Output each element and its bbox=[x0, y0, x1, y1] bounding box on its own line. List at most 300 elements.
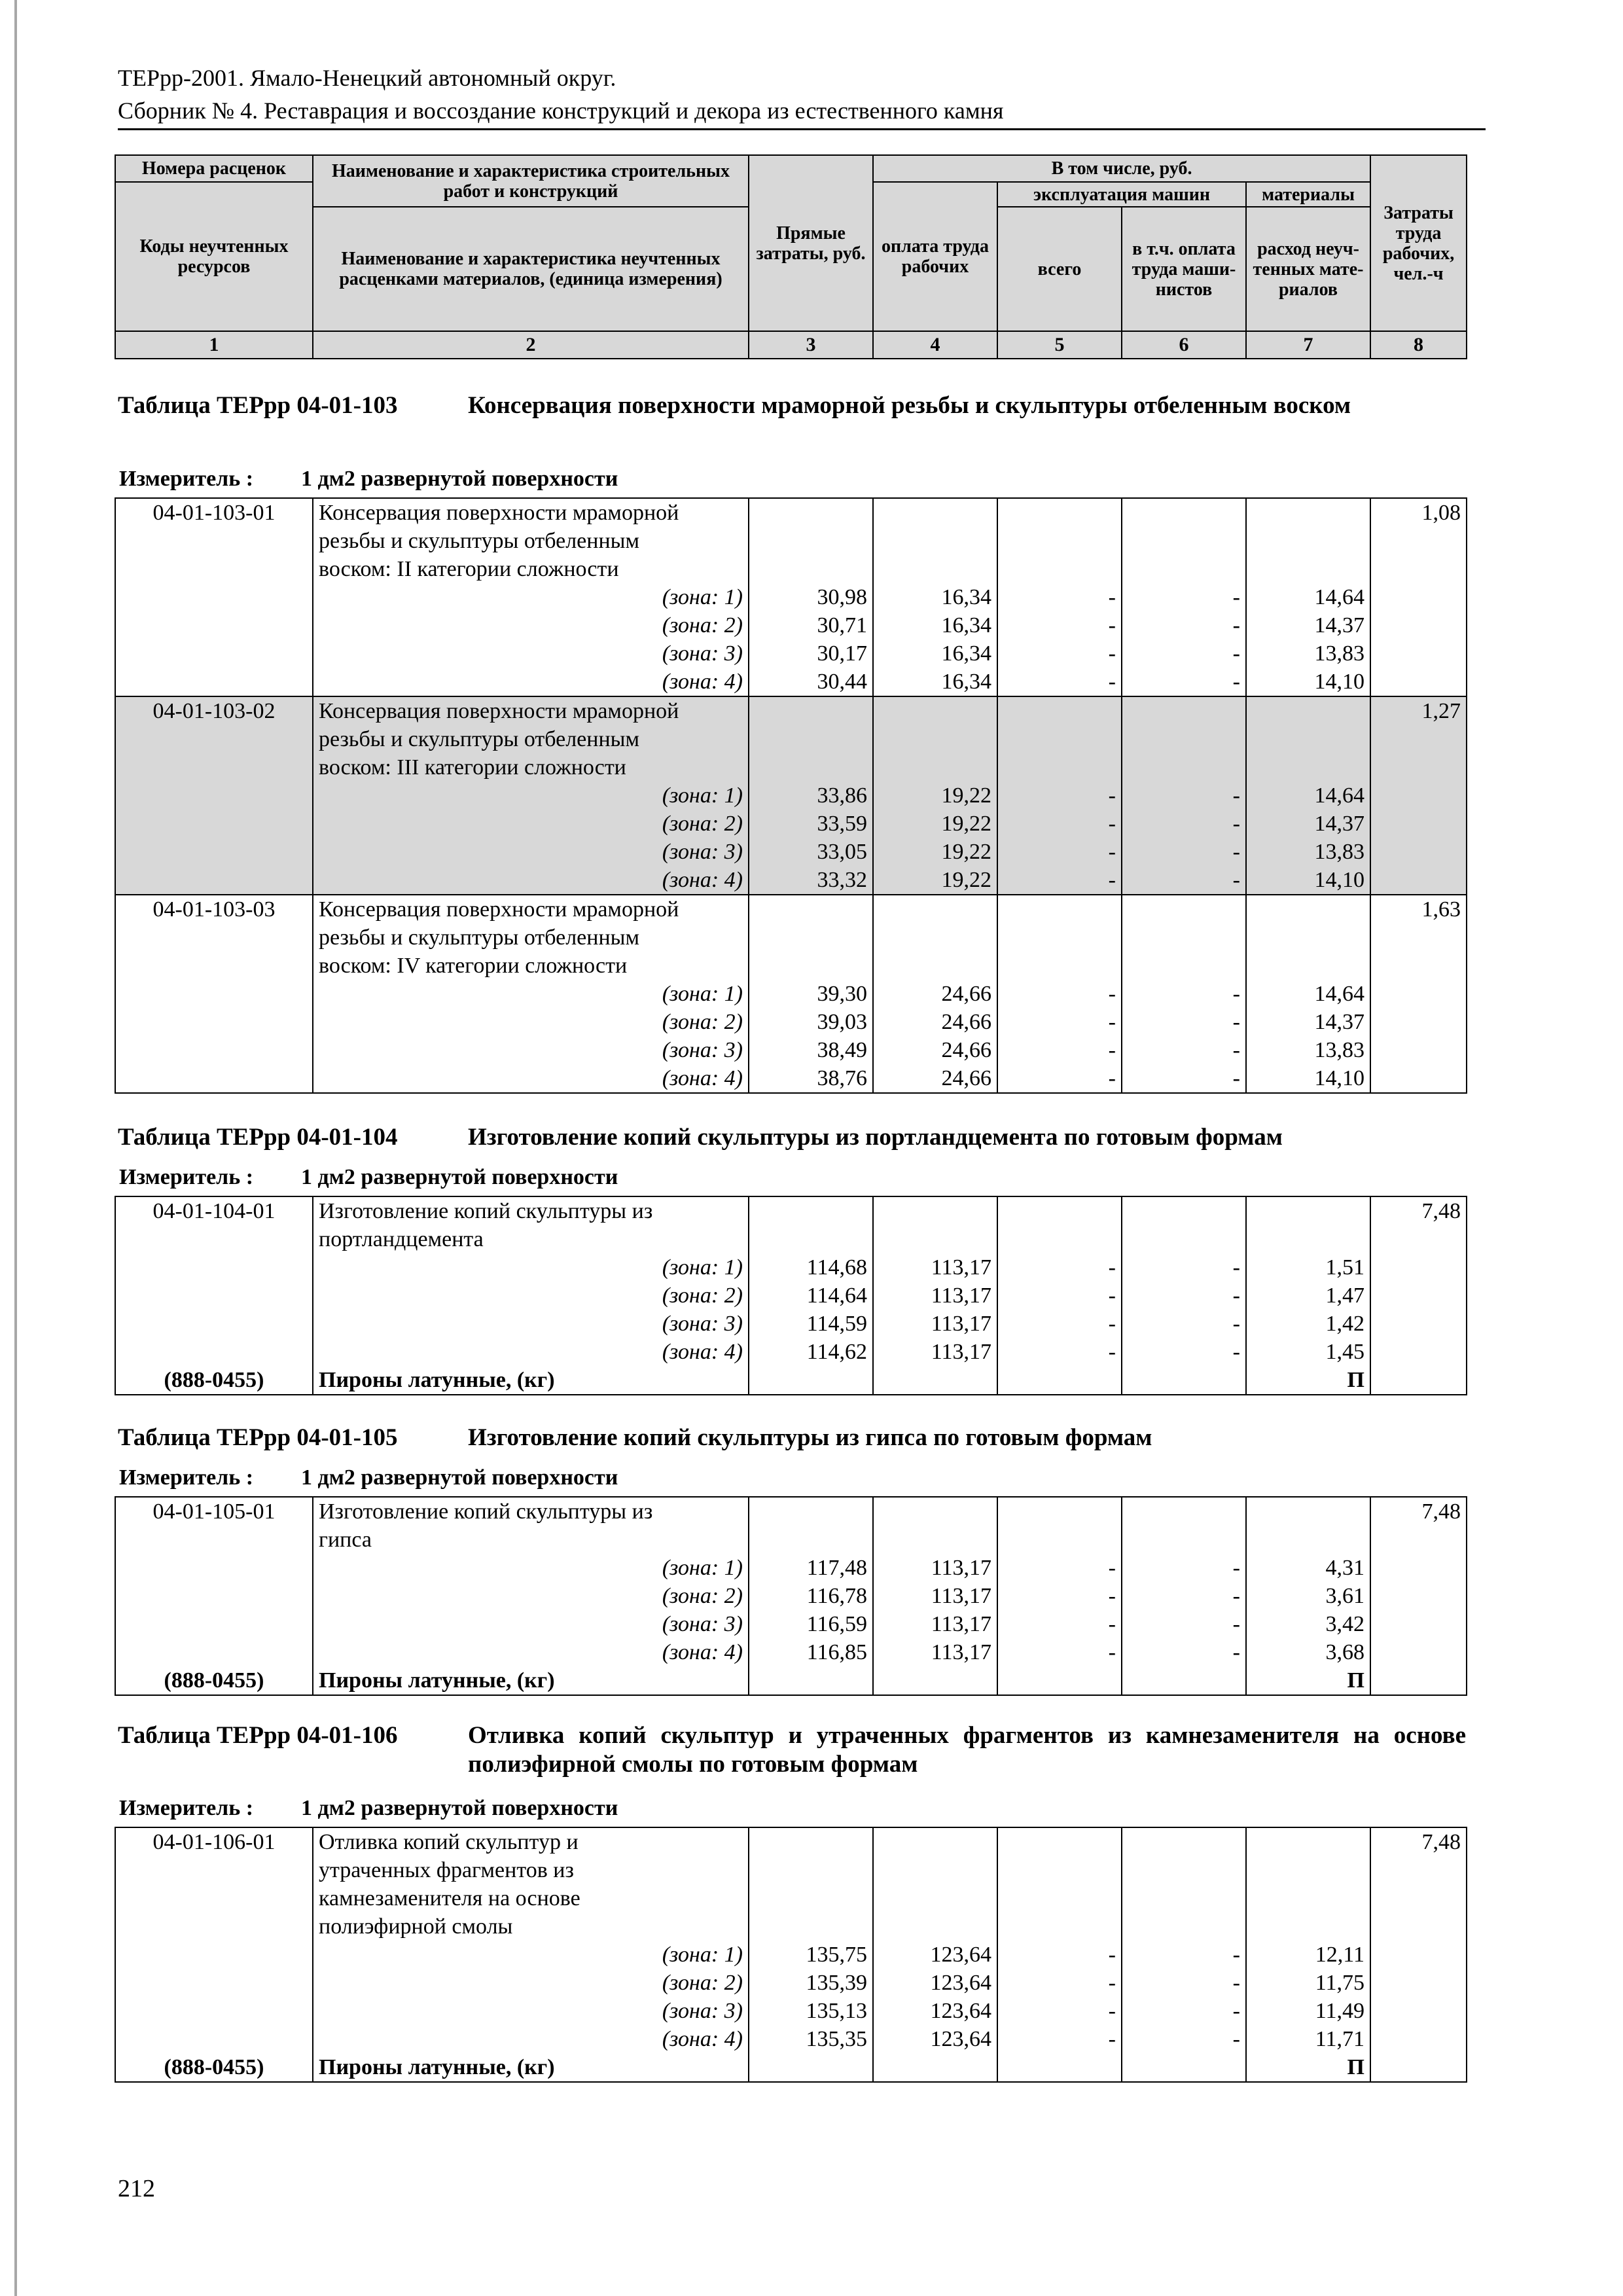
empty-cell bbox=[1122, 1856, 1246, 1884]
resource-name: Пироны латунные, (кг) bbox=[313, 2053, 749, 2082]
empty-cell bbox=[873, 895, 997, 924]
rate-name-line: гипса bbox=[313, 1526, 749, 1554]
materials-cost: 1,42 bbox=[1246, 1310, 1370, 1338]
empty-cell bbox=[1122, 1666, 1246, 1695]
empty-cell bbox=[997, 1884, 1122, 1912]
empty-cell bbox=[1246, 1497, 1370, 1526]
rate-name-row bbox=[115, 1225, 1467, 1253]
empty-cell bbox=[115, 781, 313, 810]
empty-cell bbox=[749, 1827, 873, 1856]
direct-costs: 114,59 bbox=[749, 1310, 873, 1338]
machine-total: - bbox=[997, 1253, 1122, 1282]
empty-cell bbox=[997, 498, 1122, 527]
machinist-pay: - bbox=[1122, 1008, 1246, 1036]
empty-cell bbox=[1370, 1253, 1467, 1282]
empty-cell bbox=[1122, 1366, 1246, 1395]
zone-row bbox=[115, 1253, 1467, 1282]
empty-cell bbox=[1370, 1008, 1467, 1036]
rate-name-row bbox=[115, 1526, 1467, 1554]
rate-table bbox=[115, 1196, 1467, 1395]
col-number: 6 bbox=[1122, 331, 1246, 359]
rate-name-row bbox=[115, 527, 1467, 555]
machinist-pay: - bbox=[1122, 866, 1246, 895]
empty-cell bbox=[873, 555, 997, 583]
empty-cell bbox=[1370, 1912, 1467, 1941]
zone-row bbox=[115, 1997, 1467, 2025]
empty-cell bbox=[115, 952, 313, 980]
rate-name-row bbox=[115, 555, 1467, 583]
empty-cell bbox=[1122, 1196, 1246, 1225]
col-labor-hours: Затраты труда рабочих, чел.-ч bbox=[1370, 155, 1467, 331]
empty-cell bbox=[1370, 668, 1467, 696]
meter-value: 1 дм2 развернутой поверхности bbox=[301, 1796, 618, 1820]
empty-cell bbox=[1370, 1997, 1467, 2025]
zone-row bbox=[115, 1554, 1467, 1582]
machine-total: - bbox=[997, 668, 1122, 696]
empty-cell bbox=[1122, 1827, 1246, 1856]
labor-pay: 113,17 bbox=[873, 1338, 997, 1366]
labor-pay: 113,17 bbox=[873, 1582, 997, 1610]
resource-name: Пироны латунные, (кг) bbox=[313, 1366, 749, 1395]
col-materials: материалы bbox=[1246, 182, 1370, 207]
materials-cost: 11,75 bbox=[1246, 1969, 1370, 1997]
table-meter bbox=[119, 466, 618, 492]
materials-cost: 3,68 bbox=[1246, 1638, 1370, 1666]
table-meter bbox=[119, 1795, 618, 1821]
machine-total: - bbox=[997, 583, 1122, 611]
empty-cell bbox=[1370, 1666, 1467, 1695]
machine-total: - bbox=[997, 1997, 1122, 2025]
empty-cell bbox=[997, 555, 1122, 583]
table-title bbox=[118, 1424, 1466, 1452]
rate-row bbox=[115, 895, 1467, 924]
resource-row bbox=[115, 2053, 1467, 2082]
empty-cell bbox=[1370, 725, 1467, 753]
col-machine-operation: эксплуатация машин bbox=[997, 182, 1246, 207]
zone-label: (зона: 3) bbox=[313, 1997, 749, 2025]
empty-cell bbox=[749, 2053, 873, 2082]
labor-pay: 123,64 bbox=[873, 1997, 997, 2025]
table-label: Таблица ТЕРрр 04-01-106 bbox=[118, 1722, 398, 1749]
rate-code: 04-01-103-02 bbox=[115, 696, 313, 725]
zone-row bbox=[115, 639, 1467, 668]
empty-cell bbox=[115, 1582, 313, 1610]
zone-label: (зона: 2) bbox=[313, 1969, 749, 1997]
rate-name-line: воском: II категории сложности bbox=[313, 555, 749, 583]
col-number: 7 bbox=[1246, 331, 1370, 359]
labor-hours: 1,08 bbox=[1370, 498, 1467, 527]
rate-name-row bbox=[115, 1912, 1467, 1941]
empty-cell bbox=[115, 980, 313, 1008]
resource-usage: П bbox=[1246, 2053, 1370, 2082]
rate-table bbox=[115, 1827, 1467, 2083]
empty-cell bbox=[873, 1827, 997, 1856]
rate-name-line: воском: III категории сложности bbox=[313, 753, 749, 781]
materials-cost: 14,37 bbox=[1246, 1008, 1370, 1036]
machinist-pay: - bbox=[1122, 1282, 1246, 1310]
machinist-pay: - bbox=[1122, 838, 1246, 866]
zone-label: (зона: 2) bbox=[313, 611, 749, 639]
labor-pay: 24,66 bbox=[873, 1036, 997, 1064]
materials-cost: 13,83 bbox=[1246, 838, 1370, 866]
labor-hours: 7,48 bbox=[1370, 1497, 1467, 1526]
empty-cell bbox=[115, 1941, 313, 1969]
direct-costs: 33,05 bbox=[749, 838, 873, 866]
labor-pay: 16,34 bbox=[873, 668, 997, 696]
zone-row bbox=[115, 1310, 1467, 1338]
direct-costs: 38,76 bbox=[749, 1064, 873, 1093]
empty-cell bbox=[749, 895, 873, 924]
empty-cell bbox=[1122, 753, 1246, 781]
col-direct-costs: Прямые затраты, руб. bbox=[749, 155, 873, 331]
empty-cell bbox=[1246, 924, 1370, 952]
meter-label: Измеритель : bbox=[119, 1465, 254, 1490]
machine-total: - bbox=[997, 1969, 1122, 1997]
meter-label: Измеритель : bbox=[119, 1796, 254, 1820]
resource-row bbox=[115, 1666, 1467, 1695]
empty-cell bbox=[115, 1638, 313, 1666]
zone-label: (зона: 3) bbox=[313, 639, 749, 668]
zone-row bbox=[115, 1036, 1467, 1064]
empty-cell bbox=[873, 498, 997, 527]
empty-cell bbox=[749, 753, 873, 781]
empty-cell bbox=[997, 753, 1122, 781]
table-title bbox=[118, 1123, 1466, 1152]
labor-pay: 19,22 bbox=[873, 838, 997, 866]
empty-cell bbox=[115, 1969, 313, 1997]
resource-usage: П bbox=[1246, 1366, 1370, 1395]
empty-cell bbox=[749, 1366, 873, 1395]
page-number: 212 bbox=[118, 2175, 155, 2202]
empty-cell bbox=[1246, 753, 1370, 781]
empty-cell bbox=[873, 1666, 997, 1695]
zone-label: (зона: 3) bbox=[313, 1036, 749, 1064]
zone-row bbox=[115, 1610, 1467, 1638]
empty-cell bbox=[1122, 1526, 1246, 1554]
machine-total: - bbox=[997, 639, 1122, 668]
empty-cell bbox=[1246, 696, 1370, 725]
table-label: Таблица ТЕРрр 04-01-105 bbox=[118, 1424, 398, 1451]
empty-cell bbox=[115, 1526, 313, 1554]
rate-name-line: камнезаменителя на основе bbox=[313, 1884, 749, 1912]
header-line-2: Сборник № 4. Реставрация и воссоздание конструкций и декора из естественного камня bbox=[118, 98, 1004, 124]
empty-cell bbox=[115, 611, 313, 639]
empty-cell bbox=[1246, 1196, 1370, 1225]
labor-pay: 123,64 bbox=[873, 2025, 997, 2053]
rate-name-row bbox=[115, 924, 1467, 952]
zone-label: (зона: 1) bbox=[313, 583, 749, 611]
rate-name-line: Изготовление копий скульптуры из bbox=[313, 1497, 749, 1526]
col-machinist-pay: в т.ч. оплата труда маши- нистов bbox=[1122, 207, 1246, 331]
col-including: В том числе, руб. bbox=[873, 155, 1370, 182]
rate-name-row bbox=[115, 1856, 1467, 1884]
empty-cell bbox=[1246, 498, 1370, 527]
empty-cell bbox=[873, 1196, 997, 1225]
empty-cell bbox=[1370, 1969, 1467, 1997]
direct-costs: 114,64 bbox=[749, 1282, 873, 1310]
zone-label: (зона: 1) bbox=[313, 781, 749, 810]
empty-cell bbox=[749, 1856, 873, 1884]
zone-row bbox=[115, 1008, 1467, 1036]
empty-cell bbox=[115, 1282, 313, 1310]
empty-cell bbox=[749, 1497, 873, 1526]
empty-cell bbox=[1370, 866, 1467, 895]
col-number: 2 bbox=[313, 331, 749, 359]
labor-pay: 16,34 bbox=[873, 583, 997, 611]
empty-cell bbox=[997, 895, 1122, 924]
empty-cell bbox=[115, 583, 313, 611]
direct-costs: 135,39 bbox=[749, 1969, 873, 1997]
empty-cell bbox=[115, 1912, 313, 1941]
resource-code: (888-0455) bbox=[115, 2053, 313, 2082]
direct-costs: 135,35 bbox=[749, 2025, 873, 2053]
zone-row bbox=[115, 583, 1467, 611]
empty-cell bbox=[115, 866, 313, 895]
direct-costs: 39,30 bbox=[749, 980, 873, 1008]
machinist-pay: - bbox=[1122, 1310, 1246, 1338]
empty-cell bbox=[115, 1997, 313, 2025]
empty-cell bbox=[749, 1912, 873, 1941]
rate-name-line: воском: IV категории сложности bbox=[313, 952, 749, 980]
labor-pay: 113,17 bbox=[873, 1610, 997, 1638]
rate-name-line: полиэфирной смолы bbox=[313, 1912, 749, 1941]
resource-code: (888-0455) bbox=[115, 1666, 313, 1695]
empty-cell bbox=[1370, 1526, 1467, 1554]
empty-cell bbox=[115, 1253, 313, 1282]
machine-total: - bbox=[997, 1282, 1122, 1310]
machinist-pay: - bbox=[1122, 2025, 1246, 2053]
materials-cost: 3,42 bbox=[1246, 1610, 1370, 1638]
labor-pay: 24,66 bbox=[873, 980, 997, 1008]
empty-cell bbox=[115, 527, 313, 555]
machinist-pay: - bbox=[1122, 639, 1246, 668]
machinist-pay: - bbox=[1122, 1036, 1246, 1064]
empty-cell bbox=[115, 1064, 313, 1093]
empty-cell bbox=[1122, 1884, 1246, 1912]
rate-row bbox=[115, 1827, 1467, 1856]
empty-cell bbox=[115, 639, 313, 668]
empty-cell bbox=[873, 1856, 997, 1884]
zone-row bbox=[115, 838, 1467, 866]
empty-cell bbox=[873, 527, 997, 555]
labor-hours: 1,63 bbox=[1370, 895, 1467, 924]
empty-cell bbox=[115, 1310, 313, 1338]
table-title bbox=[118, 391, 1466, 420]
col-number: 1 bbox=[115, 331, 313, 359]
materials-cost: 3,61 bbox=[1246, 1582, 1370, 1610]
col-machine-total: всего bbox=[997, 207, 1122, 331]
direct-costs: 33,59 bbox=[749, 810, 873, 838]
empty-cell bbox=[1122, 725, 1246, 753]
machine-total: - bbox=[997, 1310, 1122, 1338]
header-rule bbox=[118, 128, 1486, 130]
empty-cell bbox=[749, 1526, 873, 1554]
col-number: 4 bbox=[873, 331, 997, 359]
zone-label: (зона: 4) bbox=[313, 1638, 749, 1666]
zone-row bbox=[115, 668, 1467, 696]
machinist-pay: - bbox=[1122, 1582, 1246, 1610]
empty-cell bbox=[1246, 1884, 1370, 1912]
empty-cell bbox=[115, 924, 313, 952]
direct-costs: 38,49 bbox=[749, 1036, 873, 1064]
machinist-pay: - bbox=[1122, 668, 1246, 696]
empty-cell bbox=[997, 2053, 1122, 2082]
machine-total: - bbox=[997, 2025, 1122, 2053]
empty-cell bbox=[1370, 838, 1467, 866]
empty-cell bbox=[115, 1856, 313, 1884]
machine-total: - bbox=[997, 781, 1122, 810]
empty-cell bbox=[1370, 781, 1467, 810]
empty-cell bbox=[873, 696, 997, 725]
machine-total: - bbox=[997, 1941, 1122, 1969]
zone-row bbox=[115, 980, 1467, 1008]
zone-row bbox=[115, 1282, 1467, 1310]
empty-cell bbox=[1246, 952, 1370, 980]
empty-cell bbox=[1370, 639, 1467, 668]
machinist-pay: - bbox=[1122, 1253, 1246, 1282]
empty-cell bbox=[1370, 2053, 1467, 2082]
empty-cell bbox=[997, 696, 1122, 725]
document-header bbox=[118, 62, 1486, 130]
materials-cost: 14,64 bbox=[1246, 583, 1370, 611]
empty-cell bbox=[749, 725, 873, 753]
empty-cell bbox=[873, 1497, 997, 1526]
machine-total: - bbox=[997, 1008, 1122, 1036]
empty-cell bbox=[1370, 583, 1467, 611]
empty-cell bbox=[115, 753, 313, 781]
empty-cell bbox=[115, 1884, 313, 1912]
empty-cell bbox=[1370, 1610, 1467, 1638]
empty-cell bbox=[749, 1666, 873, 1695]
labor-pay: 113,17 bbox=[873, 1310, 997, 1338]
empty-cell bbox=[749, 498, 873, 527]
zone-label: (зона: 2) bbox=[313, 1582, 749, 1610]
labor-hours: 7,48 bbox=[1370, 1196, 1467, 1225]
meter-value: 1 дм2 развернутой поверхности bbox=[301, 1165, 618, 1189]
zone-row bbox=[115, 1582, 1467, 1610]
empty-cell bbox=[1122, 555, 1246, 583]
materials-cost: 4,31 bbox=[1246, 1554, 1370, 1582]
direct-costs: 30,71 bbox=[749, 611, 873, 639]
zone-row bbox=[115, 1338, 1467, 1366]
labor-pay: 24,66 bbox=[873, 1064, 997, 1093]
col-labor-pay: оплата труда рабочих bbox=[873, 182, 997, 331]
zone-row bbox=[115, 1969, 1467, 1997]
zone-row bbox=[115, 866, 1467, 895]
zone-label: (зона: 1) bbox=[313, 1253, 749, 1282]
meter-value: 1 дм2 развернутой поверхности bbox=[301, 1465, 618, 1490]
empty-cell bbox=[115, 1036, 313, 1064]
empty-cell bbox=[749, 1225, 873, 1253]
empty-cell bbox=[1370, 1064, 1467, 1093]
direct-costs: 33,32 bbox=[749, 866, 873, 895]
machine-total: - bbox=[997, 810, 1122, 838]
empty-cell bbox=[1370, 1554, 1467, 1582]
machine-total: - bbox=[997, 1554, 1122, 1582]
labor-pay: 24,66 bbox=[873, 1008, 997, 1036]
col-material-name: Наименование и характеристика неучтенных расценками материалов, (единица измерения) bbox=[313, 207, 749, 331]
empty-cell bbox=[749, 527, 873, 555]
empty-cell bbox=[997, 1196, 1122, 1225]
empty-cell bbox=[1370, 980, 1467, 1008]
empty-cell bbox=[749, 555, 873, 583]
empty-cell bbox=[1370, 1884, 1467, 1912]
empty-cell bbox=[1122, 1497, 1246, 1526]
empty-cell bbox=[115, 1008, 313, 1036]
rate-row bbox=[115, 696, 1467, 725]
labor-pay: 19,22 bbox=[873, 866, 997, 895]
empty-cell bbox=[1370, 1310, 1467, 1338]
table-title bbox=[118, 1721, 1466, 1779]
empty-cell bbox=[1370, 1225, 1467, 1253]
machine-total: - bbox=[997, 1610, 1122, 1638]
labor-pay: 113,17 bbox=[873, 1638, 997, 1666]
empty-cell bbox=[873, 753, 997, 781]
empty-cell bbox=[997, 1225, 1122, 1253]
machine-total: - bbox=[997, 1582, 1122, 1610]
materials-cost: 14,10 bbox=[1246, 866, 1370, 895]
materials-cost: 1,45 bbox=[1246, 1338, 1370, 1366]
empty-cell bbox=[1122, 924, 1246, 952]
empty-cell bbox=[749, 952, 873, 980]
empty-cell bbox=[997, 725, 1122, 753]
materials-cost: 14,64 bbox=[1246, 781, 1370, 810]
empty-cell bbox=[1370, 611, 1467, 639]
zone-label: (зона: 1) bbox=[313, 980, 749, 1008]
table-name: Изготовление копий скульптуры из гипса по готовым формам bbox=[468, 1424, 1152, 1451]
empty-cell bbox=[115, 1338, 313, 1366]
materials-cost: 14,37 bbox=[1246, 810, 1370, 838]
col-number: 5 bbox=[997, 331, 1122, 359]
empty-cell bbox=[997, 1666, 1122, 1695]
rate-code: 04-01-106-01 bbox=[115, 1827, 313, 1856]
empty-cell bbox=[1246, 895, 1370, 924]
materials-cost: 13,83 bbox=[1246, 1036, 1370, 1064]
zone-label: (зона: 3) bbox=[313, 1310, 749, 1338]
zone-row bbox=[115, 2025, 1467, 2053]
rate-code: 04-01-103-01 bbox=[115, 498, 313, 527]
zone-label: (зона: 4) bbox=[313, 2025, 749, 2053]
empty-cell bbox=[749, 696, 873, 725]
rate-code: 04-01-105-01 bbox=[115, 1497, 313, 1526]
materials-cost: 1,51 bbox=[1246, 1253, 1370, 1282]
direct-costs: 114,62 bbox=[749, 1338, 873, 1366]
empty-cell bbox=[115, 2025, 313, 2053]
machine-total: - bbox=[997, 1064, 1122, 1093]
zone-label: (зона: 2) bbox=[313, 810, 749, 838]
rate-table bbox=[115, 1496, 1467, 1696]
zone-label: (зона: 1) bbox=[313, 1554, 749, 1582]
page-edge-rule bbox=[14, 0, 17, 2296]
empty-cell bbox=[997, 1366, 1122, 1395]
materials-cost: 1,47 bbox=[1246, 1282, 1370, 1310]
column-header-table bbox=[115, 154, 1467, 359]
empty-cell bbox=[749, 1196, 873, 1225]
empty-cell bbox=[1370, 1856, 1467, 1884]
machinist-pay: - bbox=[1122, 1997, 1246, 2025]
table-meter bbox=[119, 1465, 618, 1491]
zone-row bbox=[115, 1638, 1467, 1666]
empty-cell bbox=[115, 1225, 313, 1253]
table-name: Консервация поверхности мраморной резьбы и скульптуры отбеленным воском bbox=[468, 392, 1351, 419]
empty-cell bbox=[1370, 527, 1467, 555]
machinist-pay: - bbox=[1122, 1064, 1246, 1093]
empty-cell bbox=[997, 1497, 1122, 1526]
empty-cell bbox=[873, 1225, 997, 1253]
materials-cost: 11,71 bbox=[1246, 2025, 1370, 2053]
empty-cell bbox=[1370, 753, 1467, 781]
labor-pay: 123,64 bbox=[873, 1969, 997, 1997]
